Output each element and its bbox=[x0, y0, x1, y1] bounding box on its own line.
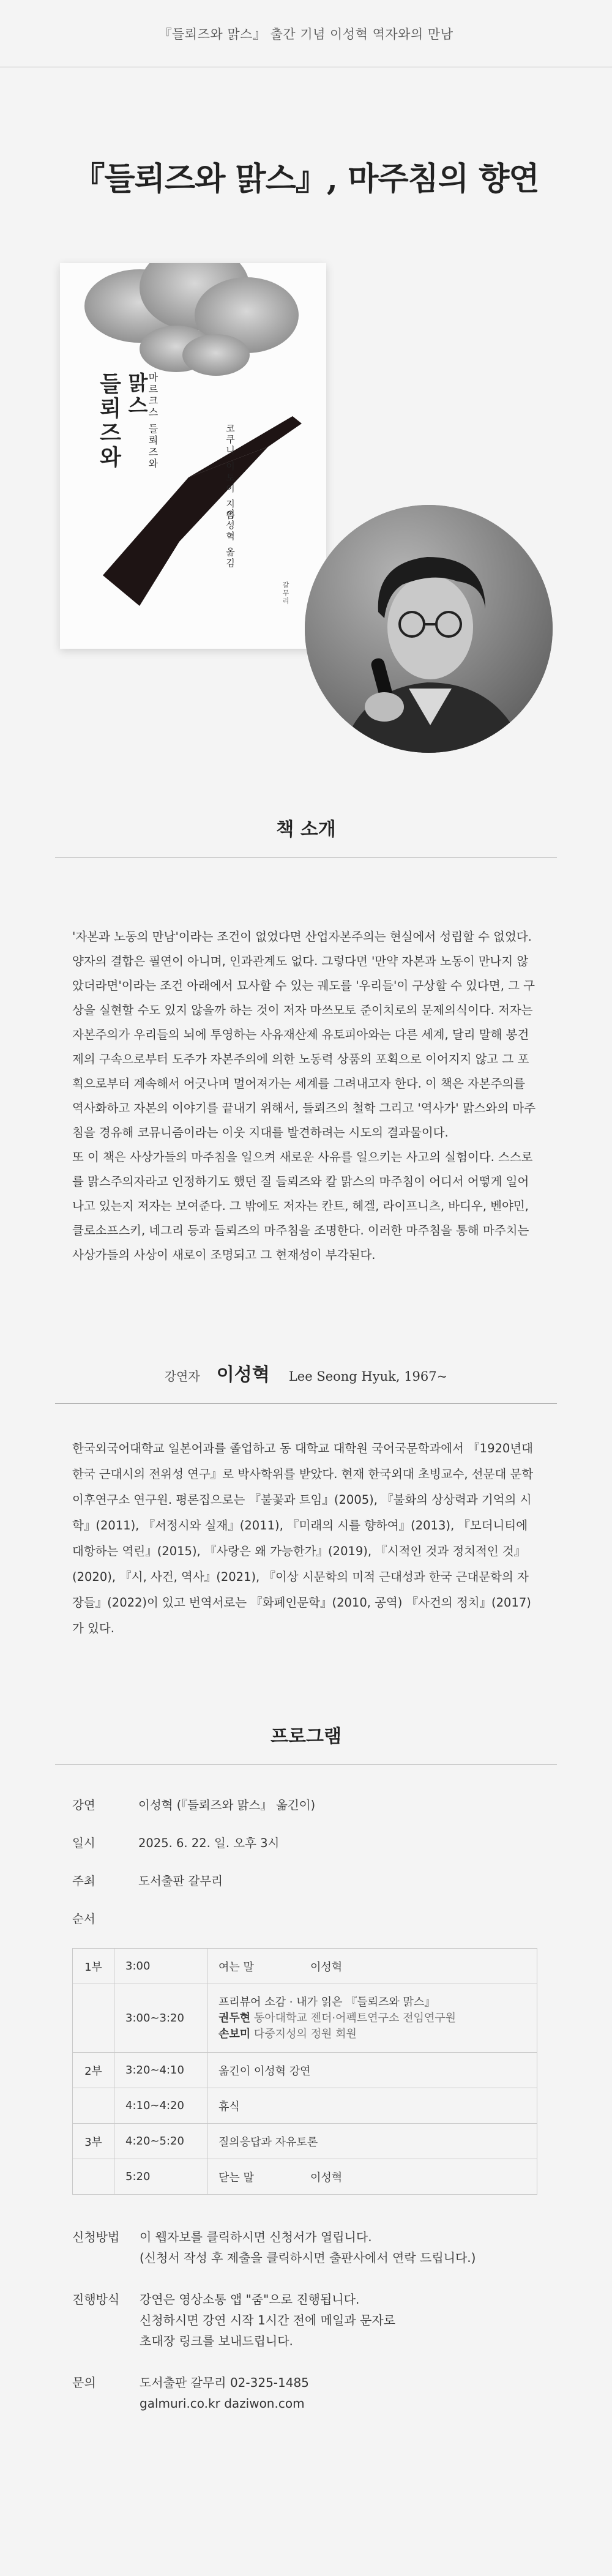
book-cover[interactable] bbox=[60, 263, 326, 649]
footer-row-method bbox=[72, 2289, 540, 2351]
schedule-time: 5:20 bbox=[114, 2159, 207, 2195]
headline: 『들뢰즈와 맑스』, 마주침의 향연 bbox=[73, 160, 539, 198]
presenter-desc: 다중지성의 정원 회원 bbox=[253, 2027, 357, 2040]
method-line: 신청하시면 강연 시작 1시간 전에 메일과 문자로 bbox=[140, 2313, 395, 2328]
footer-row-contact bbox=[72, 2372, 540, 2414]
schedule-item: 옮긴이 이성혁 강연 bbox=[207, 2053, 537, 2088]
hero bbox=[0, 263, 612, 777]
hat-shape bbox=[103, 416, 302, 606]
schedule-part bbox=[73, 1984, 114, 2053]
footer-row-apply bbox=[72, 2227, 540, 2268]
table-row bbox=[73, 2053, 537, 2088]
schedule-time: 4:20~5:20 bbox=[114, 2124, 207, 2159]
info-row-date bbox=[72, 1834, 540, 1853]
apply-line: (신청서 작성 후 제출을 클릭하시면 출판사에서 연락 드립니다.) bbox=[140, 2250, 476, 2265]
contact-line: 도서출판 갈무리 02-325-1485 bbox=[140, 2375, 309, 2390]
schedule-time: 3:00~3:20 bbox=[114, 1984, 207, 2053]
author-label: 강연자 bbox=[164, 1369, 200, 1384]
table-row bbox=[73, 1984, 537, 2053]
cover-title-2: 맑스 bbox=[125, 372, 149, 417]
intro-paragraph-2: 또 이 책은 사상가들의 마주침을 일으켜 새로운 사유를 일으키는 사고의 실험이다. 스스로를 맑스주의자라고 인정하기도 했던 질 들뢰즈와 칼 맑스의 마주침이 어디서 어떻게 일어나고 있는지 저자는 보여준다. 그 밖에도 저자는 칸트, 헤겔, 라이프니츠, 바디우, 벤야민, 클로소프스키, 네그리 등과 들뢰즈의 마주침을 조명한다. 이러한 마주침을 통해 마주치는 사상가들의 사상이 새로이 조명되고 그 현재성이 부각된다. bbox=[72, 1150, 533, 1262]
info-row-lecture bbox=[72, 1796, 540, 1815]
footer-key: 진행방식 bbox=[72, 2292, 120, 2307]
cover-publisher: 갈무리 bbox=[282, 581, 289, 605]
cloud-shape bbox=[84, 263, 299, 376]
cover-translator: 이성혁 옮김 bbox=[225, 509, 236, 569]
program-section-title: 프로그램 bbox=[55, 1721, 557, 1764]
schedule-item-cell bbox=[207, 1949, 537, 1984]
top-bar bbox=[0, 0, 612, 67]
cover-subtitle: 마르크스 들뢰즈와 bbox=[147, 372, 159, 471]
schedule-part: 1부 bbox=[73, 1949, 114, 1984]
cover-title-1: 들뢰즈와 bbox=[96, 372, 122, 470]
table-row bbox=[73, 2088, 537, 2124]
preview-line: 프리뷰어 소감 · 내가 읽은 『들뢰즈와 맑스』 bbox=[218, 1995, 436, 2009]
schedule-item: 질의응답과 자유토론 bbox=[207, 2124, 537, 2159]
author-bio: 한국외국어대학교 일본어과를 졸업하고 동 대학교 대학원 국어국문학과에서 『1920년대 한국 근대시의 전위성 연구』로 박사학위를 받았다. 현재 한국외대 초빙교수, 선문대 문학이후연구소 연구원. 평론집으로는 『불꽃과 트임』(2005), 『불화의 상상력과 기억의 시학』(2011), 『서정시와 실재』(2011), 『미래의 시를 향하여』(2013), 『모더니티에 대항하는 역린』(2015), 『사랑은 왜 가능한가』(2019), 『시적인 것과 정치적인 것』(2020), 『시, 사건, 역사』(2021), 『이상 시문학의 미적 근대성과 한국 근대문학의 자장들』(2022)이 있고 번역서로는 『화폐인문학』(2010, 공역) 『사건의 정치』(2017)가 있다. bbox=[72, 1441, 534, 1635]
info-key: 주최 bbox=[72, 1874, 95, 1888]
info-row-host bbox=[72, 1872, 540, 1891]
schedule-table bbox=[72, 1948, 537, 2195]
info-key: 강연 bbox=[72, 1798, 95, 1812]
info-key: 일시 bbox=[72, 1836, 95, 1850]
schedule-part: 3부 bbox=[73, 2124, 114, 2159]
footer-key: 문의 bbox=[72, 2375, 96, 2390]
presenter-name: 권두현 bbox=[218, 2011, 251, 2025]
speaker-photo bbox=[305, 505, 553, 753]
schedule-who: 이성혁 bbox=[310, 2171, 343, 2184]
author-name: 이성혁 bbox=[216, 1364, 270, 1386]
schedule-part bbox=[73, 2088, 114, 2124]
schedule-item: 여는 말 bbox=[218, 1960, 254, 1974]
author-header bbox=[55, 1359, 557, 1404]
presenter-desc: 동아대학교 젠더·어펙트연구소 전임연구원 bbox=[253, 2011, 457, 2025]
schedule-item-cell bbox=[207, 2159, 537, 2195]
table-row bbox=[73, 1949, 537, 1984]
schedule-part: 2부 bbox=[73, 2053, 114, 2088]
contact-links[interactable]: galmuri.co.kr daziwon.com bbox=[140, 2396, 305, 2411]
schedule-item: 휴식 bbox=[207, 2088, 537, 2124]
intro-section-title: 책 소개 bbox=[55, 814, 557, 857]
info-value: 2025. 6. 22. 일. 오후 3시 bbox=[138, 1836, 280, 1850]
footer-info bbox=[72, 2227, 540, 2414]
schedule-time: 4:10~4:20 bbox=[114, 2088, 207, 2124]
table-row bbox=[73, 2159, 537, 2195]
cover-authors: 코쿠니 이토이 지음 bbox=[225, 424, 236, 521]
author-name-en: Lee Seong Hyuk, 1967~ bbox=[288, 1369, 448, 1384]
table-row bbox=[73, 2124, 537, 2159]
program-info bbox=[72, 1796, 540, 1928]
presenter-name: 손보미 bbox=[218, 2027, 251, 2040]
info-key: 순서 bbox=[72, 1912, 95, 1926]
schedule-item: 닫는 말 bbox=[218, 2171, 254, 2184]
schedule-item-cell bbox=[207, 1984, 537, 2053]
info-row-order bbox=[72, 1910, 540, 1928]
schedule-time: 3:00 bbox=[114, 1949, 207, 1984]
info-value: 이성혁 (『들뢰즈와 맑스』 옮긴이) bbox=[138, 1798, 316, 1812]
schedule-part bbox=[73, 2159, 114, 2195]
schedule-time: 3:20~4:10 bbox=[114, 2053, 207, 2088]
intro-paragraph-1: '자본과 노동의 만남'이라는 조건이 없었다면 산업자본주의는 현실에서 성립할 수 없었다. 양자의 결합은 필연이 아니며, 인과관계도 없다. 그렇다면 '만약 자본과 노동이 만나지 않았더라면'이라는 조건 아래에서 묘사할 수 있는 궤도를 '우리들'이 구상할 수 있다면, 그 구상을 실현할 수도 있지 않을까 하는 것이 저자 마쓰모토 준이치로의 문제의식이다. 저자는 자본주의가 우리들의 뇌에 투영하는 사유재산제 유토피아와는 다른 세계, 달리 말해 봉건제의 구속으로부터 도주가 자본주의에 의한 노동력 상품의 포획으로 이어지지 않고 그 포획으로부터 계속해서 어긋나며 멀어져가는 세계를 그려내고자 한다. 이 책은 자본주의를 역사화하고 자본의 이야기를 끝내기 위해서, 들뢰즈의 철학 그리고 '역사가' 맑스와의 마주침을 경유해 코뮤니즘이라는 이웃 지대를 발견하려는 시도의 결과물이다. bbox=[72, 930, 536, 1140]
method-line: 초대장 링크를 보내드립니다. bbox=[140, 2334, 293, 2348]
apply-line[interactable]: 이 웹자보를 클릭하시면 신청서가 열립니다. bbox=[140, 2230, 372, 2244]
preview-line bbox=[218, 2010, 526, 2026]
top-bar-text: 『들뢰즈와 맑스』 출간 기념 이성혁 역자와의 만남 bbox=[159, 26, 453, 42]
footer-key: 신청방법 bbox=[72, 2230, 120, 2244]
method-line: 강연은 영상소통 앱 "줌"으로 진행됩니다. bbox=[140, 2292, 360, 2307]
preview-line bbox=[218, 2026, 526, 2042]
book-intro bbox=[72, 925, 540, 1267]
info-value: 도서출판 갈무리 bbox=[138, 1874, 223, 1888]
schedule-who: 이성혁 bbox=[310, 1960, 343, 1974]
speaker-portrait bbox=[305, 505, 553, 753]
